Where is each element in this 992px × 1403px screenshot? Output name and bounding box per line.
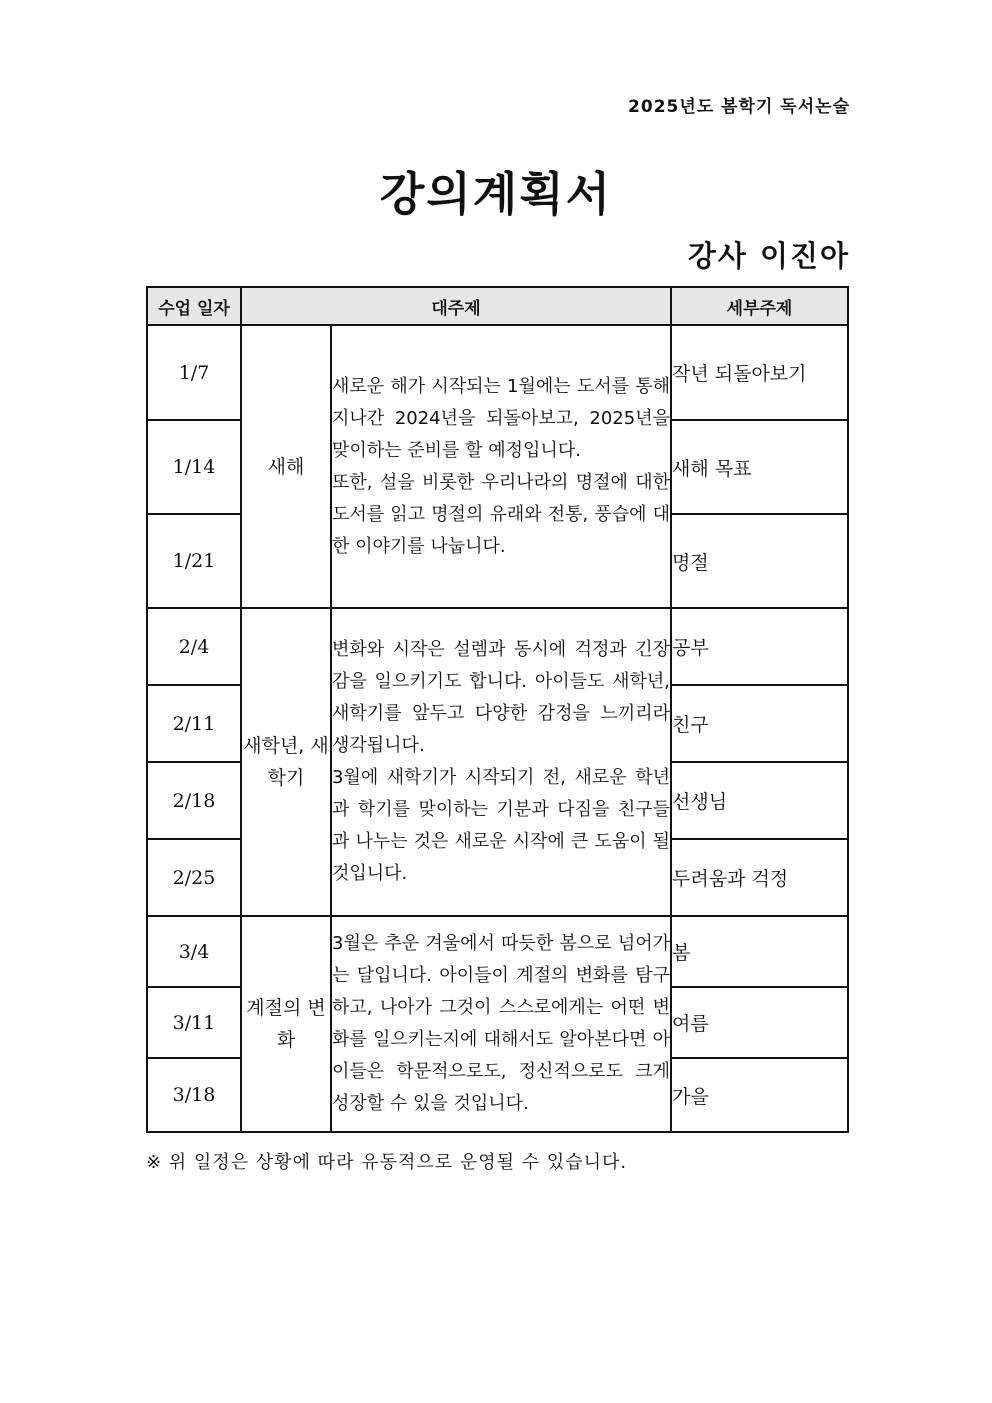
group-name-text: 새학년, 새학기 [243,735,329,789]
header-date: 수업 일자 [147,287,241,325]
sub-topic-cell: 명절 [671,514,848,608]
description-paragraph: 3월은 추운 겨울에서 따듯한 봄으로 넘어가는 달입니다. 아이들이 계절의 변화를 탐구하고, 나아가 그것이 스스로에게는 어떤 변화를 일으키는지에 대해서도 알아본다면 아이들은 학문적으로도, 정신적으로도 크게 성장할 수 있을 것입니다. [332,933,670,1114]
sub-topic-cell: 공부 [671,608,848,685]
date-cell: 1/7 [147,325,241,420]
sub-topic-cell: 봄 [671,916,848,987]
header-note: 2025년도 봄학기 독서논술 [628,97,850,117]
date-cell: 3/4 [147,916,241,987]
group-name-cell [241,608,331,916]
date-cell: 1/14 [147,420,241,514]
description-paragraph: 또한, 설을 비롯한 우리나라의 명절에 대한 도서를 읽고 명절의 유래와 전통, 풍습에 대한 이야기를 나눕니다. [332,471,670,557]
sub-topic-cell: 가을 [671,1058,848,1132]
group-description-cell [331,325,671,608]
sub-topic-cell: 여름 [671,987,848,1058]
table-header-row [147,287,848,325]
table-row [147,608,848,685]
document-title: 강의계획서 [379,167,613,221]
date-cell: 3/11 [147,987,241,1058]
group-name-text: 계절의 변화 [246,997,326,1051]
table-row [147,325,848,420]
schedule-table [146,286,849,1133]
instructor-label: 강사 이진아 [687,239,850,273]
sub-topic-cell: 친구 [671,685,848,762]
group-description-cell [331,916,671,1132]
description-paragraph: 변화와 시작은 설렘과 동시에 걱정과 긴장감을 일으키기도 합니다. 아이들도 새학년, 새학기를 앞두고 다양한 감정을 느끼리라 생각됩니다. [332,639,670,756]
date-cell: 3/18 [147,1058,241,1132]
description-paragraph: 새로운 해가 시작되는 1월에는 도서를 통해 지나간 2024년을 되돌아보고, 2025년을 맞이하는 준비를 할 예정입니다. [332,375,670,461]
header-sub-topic: 세부주제 [671,287,848,325]
date-cell: 1/21 [147,514,241,608]
sub-topic-cell: 작년 되돌아보기 [671,325,848,420]
sub-topic-cell: 새해 목표 [671,420,848,514]
group-name-cell [241,916,331,1132]
date-cell: 2/25 [147,839,241,916]
table-row [147,916,848,987]
date-cell: 2/18 [147,762,241,839]
header-main-topic: 대주제 [241,287,671,325]
sub-topic-cell: 두려움과 걱정 [671,839,848,916]
date-cell: 2/4 [147,608,241,685]
date-cell: 2/11 [147,685,241,762]
group-description-cell [331,608,671,916]
group-name-cell: 새해 [241,325,331,608]
description-paragraph: 3월에 새학기가 시작되기 전, 새로운 학년과 학기를 맞이하는 기분과 다짐을 친구들과 나누는 것은 새로운 시작에 큰 도움이 될 것입니다. [332,767,670,884]
footnote: ※ 위 일정은 상황에 따라 유동적으로 운영될 수 있습니다. [146,1152,628,1173]
sub-topic-cell: 선생님 [671,762,848,839]
